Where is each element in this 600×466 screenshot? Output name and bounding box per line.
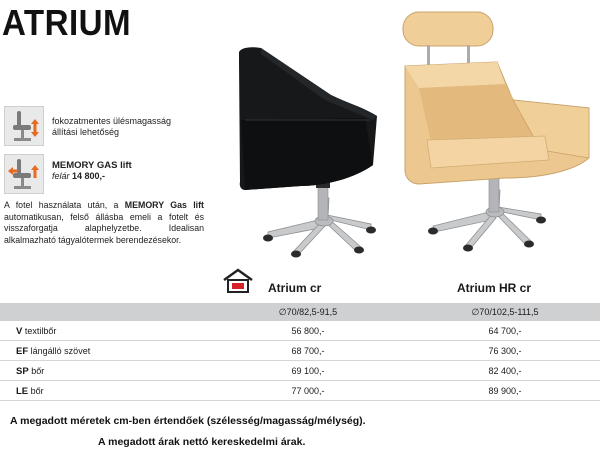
price-cell: 89 900,-: [488, 386, 522, 396]
feature-memory-gas-lift-text: [52, 160, 132, 182]
dimensions-atrium-cr: ∅70/82,5-91,5: [278, 307, 338, 317]
table-row: [0, 381, 600, 401]
memory-gas-lift-label: MEMORY GAS lift: [52, 160, 132, 171]
home-icon: [222, 268, 254, 294]
memory-gas-lift-price: felár 14 800,-: [52, 171, 106, 181]
prices-note: A megadott árak nettó kereskedelmi árak.: [98, 436, 306, 448]
price-cell: 64 700,-: [488, 326, 522, 336]
feature-seat-height: [4, 106, 204, 148]
table-row: [0, 321, 600, 341]
table-header-row: [0, 303, 600, 321]
table-row: [0, 341, 600, 361]
material-cell: SP bőr: [16, 366, 45, 377]
price-cell: 82 400,-: [488, 366, 522, 376]
seat-height-adjust-icon: [4, 106, 44, 146]
page-title: ATRIUM: [2, 2, 132, 43]
model-name-atrium-hr-cr: Atrium HR cr: [457, 281, 532, 295]
feature-seat-height-text: fokozatmentes ülésmagasság állítási lehetőség: [52, 116, 172, 137]
material-cell: V textilbőr: [16, 326, 57, 337]
price-cell: 69 100,-: [291, 366, 325, 376]
dimensions-atrium-hr-cr: ∅70/102,5-111,5: [471, 307, 539, 317]
feature-memory-gas-lift: [4, 154, 204, 196]
model-name-atrium-cr: Atrium cr: [268, 281, 322, 295]
price-table: [0, 303, 600, 401]
description-text: A fotel használata után, a MEMORY Gas lift automatikusan, felső állásba emeli a fotelt és visszaforgatja alaphelyzetbe. Idealisan alkalmazható tágyalótermek berendezésekor.: [4, 200, 204, 245]
price-cell: 77 000,-: [291, 386, 325, 396]
material-cell: EF lángálló szövet: [16, 346, 91, 357]
price-cell: 76 300,-: [488, 346, 522, 356]
price-cell: 68 700,-: [291, 346, 325, 356]
dimensions-note: A megadott méretek cm-ben értendőek (szélesség/magasság/mélység).: [10, 415, 366, 427]
chair-illustrations: [205, 0, 600, 290]
price-cell: 56 800,-: [291, 326, 325, 336]
memory-gas-lift-icon: [4, 154, 44, 194]
material-cell: LE bőr: [16, 386, 44, 397]
table-row: [0, 361, 600, 381]
atrium-cr-chair-image: [239, 47, 377, 257]
row-divider: [0, 400, 600, 401]
atrium-hr-cr-chair-image: [403, 12, 589, 252]
